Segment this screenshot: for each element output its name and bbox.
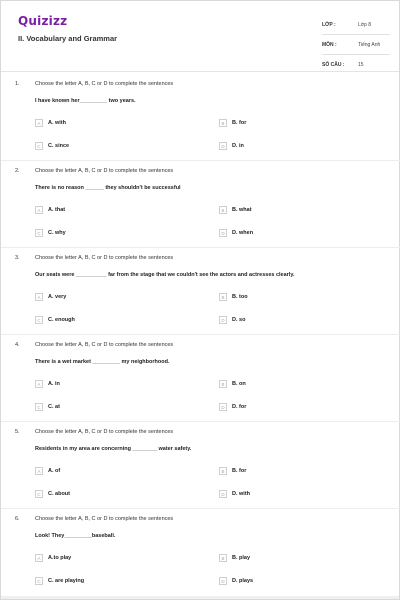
option-letter-box[interactable]: A bbox=[35, 206, 43, 214]
meta-key: SỐ CÂU : bbox=[322, 61, 345, 68]
option-letter-box[interactable]: B bbox=[219, 206, 227, 214]
option-letter-box[interactable]: A bbox=[35, 380, 43, 388]
question-number: 6. bbox=[15, 516, 20, 522]
answer-option[interactable] bbox=[219, 554, 250, 562]
meta-value: 15 bbox=[358, 61, 364, 68]
question-instruction: Choose the letter A, B, C or D to complete the sentences bbox=[35, 81, 174, 87]
question-instruction: Choose the letter A, B, C or D to complete the sentences bbox=[35, 342, 174, 348]
option-text: D. plays bbox=[232, 578, 254, 584]
option-text: C. why bbox=[48, 230, 66, 236]
option-letter-box[interactable]: A bbox=[35, 293, 43, 301]
option-text: B. for bbox=[232, 468, 247, 474]
option-text: B. play bbox=[232, 555, 251, 561]
option-text: D. in bbox=[232, 143, 244, 149]
answer-option[interactable] bbox=[219, 316, 245, 324]
answer-option[interactable] bbox=[219, 142, 244, 150]
option-letter-box[interactable]: C bbox=[35, 316, 43, 324]
answer-option[interactable] bbox=[35, 554, 71, 562]
option-text: D. so bbox=[232, 317, 246, 323]
answer-option[interactable] bbox=[35, 467, 60, 475]
option-letter-box[interactable]: B bbox=[219, 380, 227, 388]
option-text: B. on bbox=[232, 381, 246, 387]
worksheet-title: II. Vocabulary and Grammar bbox=[18, 34, 118, 43]
option-letter-box[interactable]: A bbox=[35, 554, 43, 562]
answer-option[interactable] bbox=[35, 316, 75, 324]
page-bottom-edge bbox=[1, 596, 399, 599]
option-letter-box[interactable]: D bbox=[219, 316, 227, 324]
answer-option[interactable] bbox=[219, 380, 246, 388]
option-text: A. of bbox=[48, 468, 61, 474]
question-divider bbox=[1, 421, 400, 422]
answer-option[interactable] bbox=[35, 293, 66, 301]
option-text: B. too bbox=[232, 294, 248, 300]
question-instruction: Choose the letter A, B, C or D to complete the sentences bbox=[35, 255, 174, 261]
meta-row-class bbox=[322, 15, 390, 35]
answer-option[interactable] bbox=[35, 142, 69, 150]
answer-option[interactable] bbox=[35, 229, 66, 237]
option-text: A.to play bbox=[48, 555, 72, 561]
option-letter-box[interactable]: C bbox=[35, 577, 43, 585]
answer-option[interactable] bbox=[219, 206, 252, 214]
option-letter-box[interactable]: A bbox=[35, 467, 43, 475]
question-number: 2. bbox=[15, 168, 20, 174]
option-letter-box[interactable]: B bbox=[219, 467, 227, 475]
option-letter-box[interactable]: D bbox=[219, 403, 227, 411]
answer-option[interactable] bbox=[219, 229, 253, 237]
option-letter-box[interactable]: C bbox=[35, 229, 43, 237]
question-divider bbox=[1, 508, 400, 509]
meta-row-subject bbox=[322, 35, 390, 55]
meta-value: Lớp 8 bbox=[358, 21, 372, 28]
question-instruction: Choose the letter A, B, C or D to complete the sentences bbox=[35, 429, 174, 435]
question-instruction: Choose the letter A, B, C or D to complete the sentences bbox=[35, 516, 174, 522]
option-text: C. about bbox=[48, 491, 70, 497]
option-text: C. are playing bbox=[48, 578, 85, 584]
question-number: 3. bbox=[15, 255, 20, 261]
option-text: C. at bbox=[48, 404, 60, 410]
answer-option[interactable] bbox=[219, 293, 248, 301]
option-letter-box[interactable]: B bbox=[219, 554, 227, 562]
question-stem: Look! They_________baseball. bbox=[35, 533, 116, 539]
question-stem: There is no reason ______ they shouldn't be successful bbox=[35, 185, 181, 191]
option-letter-box[interactable]: C bbox=[35, 490, 43, 498]
question-number: 5. bbox=[15, 429, 20, 435]
answer-option[interactable] bbox=[35, 380, 60, 388]
option-letter-box[interactable]: C bbox=[35, 403, 43, 411]
question-stem: Our seats were __________ far from the stage that we couldn't see the actors and actresses clearly. bbox=[35, 272, 295, 278]
header-divider bbox=[1, 71, 399, 72]
option-text: C. since bbox=[48, 143, 70, 149]
question-stem: I have known her_________ two years. bbox=[35, 98, 136, 104]
answer-option[interactable] bbox=[35, 206, 65, 214]
meta-key: MÔN : bbox=[322, 41, 337, 48]
option-text: A. that bbox=[48, 207, 66, 213]
question-divider bbox=[1, 334, 400, 335]
answer-option[interactable] bbox=[219, 490, 250, 498]
meta-value: Tiếng Anh bbox=[358, 41, 381, 48]
question-stem: Residents in my area are concerning ________ water safety. bbox=[35, 446, 192, 452]
option-letter-box[interactable]: D bbox=[219, 229, 227, 237]
option-text: B. for bbox=[232, 120, 247, 126]
meta-table bbox=[322, 15, 390, 74]
question-number: 4. bbox=[15, 342, 20, 348]
answer-option[interactable] bbox=[35, 403, 60, 411]
answer-option[interactable] bbox=[219, 577, 253, 585]
option-text: A. with bbox=[48, 120, 67, 126]
option-letter-box[interactable]: B bbox=[219, 293, 227, 301]
option-text: C. enough bbox=[48, 317, 75, 323]
question-instruction: Choose the letter A, B, C or D to complete the sentences bbox=[35, 168, 174, 174]
option-text: B. what bbox=[232, 207, 252, 213]
answer-option[interactable] bbox=[35, 577, 84, 585]
quizizz-logo: Quizizz bbox=[18, 14, 68, 28]
option-text: D. with bbox=[232, 491, 251, 497]
option-letter-box[interactable]: A bbox=[35, 119, 43, 127]
question-stem: There is a wet market _________ my neighborhood. bbox=[35, 359, 170, 365]
option-text: A. very bbox=[48, 294, 67, 300]
question-number: 1. bbox=[15, 81, 20, 87]
answer-option[interactable] bbox=[35, 119, 66, 127]
answer-option[interactable] bbox=[219, 119, 246, 127]
option-letter-box[interactable]: D bbox=[219, 577, 227, 585]
option-text: D. for bbox=[232, 404, 247, 410]
question-divider bbox=[1, 247, 400, 248]
option-letter-box[interactable]: B bbox=[219, 119, 227, 127]
answer-option[interactable] bbox=[219, 467, 246, 475]
meta-key: LỚP : bbox=[322, 21, 336, 28]
question-divider bbox=[1, 160, 400, 161]
option-text: D. when bbox=[232, 230, 254, 236]
option-letter-box[interactable]: D bbox=[219, 490, 227, 498]
option-letter-box[interactable]: D bbox=[219, 142, 227, 150]
option-text: A. in bbox=[48, 381, 60, 387]
answer-option[interactable] bbox=[219, 403, 246, 411]
answer-option[interactable] bbox=[35, 490, 70, 498]
option-letter-box[interactable]: C bbox=[35, 142, 43, 150]
